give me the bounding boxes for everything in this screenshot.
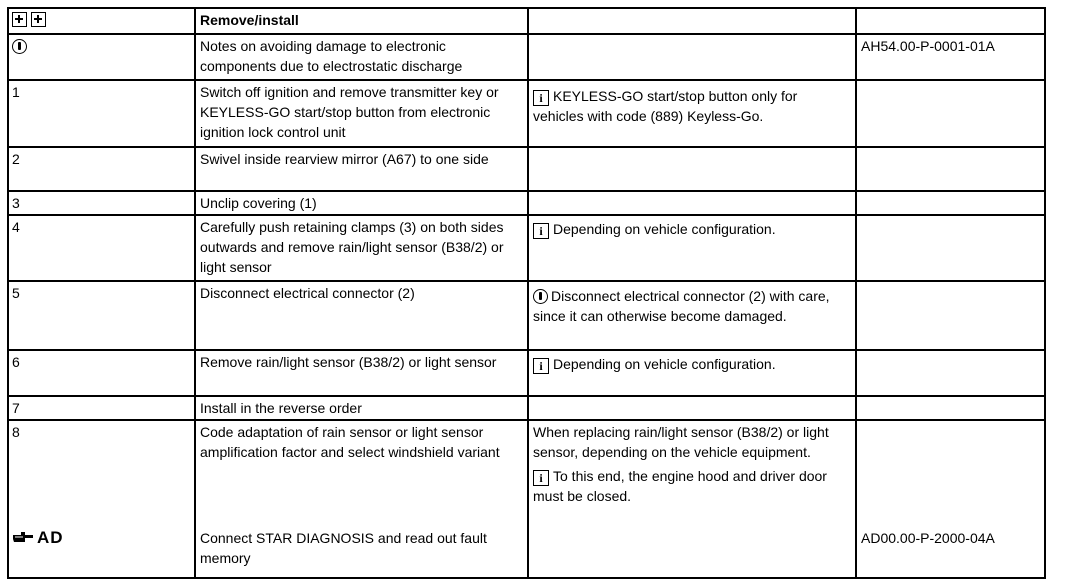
note-text: To this end, the engine hood and driver door must be closed.	[533, 468, 827, 504]
info-icon: i	[533, 470, 549, 486]
note-cell	[528, 420, 856, 578]
step-number: 1	[8, 80, 195, 147]
ref-cell	[856, 147, 1045, 191]
note-cell	[528, 34, 856, 80]
collapse-icon[interactable]	[31, 12, 46, 27]
warning-icon	[12, 39, 27, 54]
step-cell	[8, 34, 195, 80]
info-icon: i	[533, 90, 549, 106]
ad-diagnosis-logo[interactable]	[12, 528, 64, 548]
table-row	[8, 396, 1045, 420]
action-text: Code adaptation of rain sensor or light sensor amplification factor and select windshield variant	[200, 424, 500, 460]
note-cell	[528, 215, 856, 281]
action-cell: Swivel inside rearview mirror (A67) to one side	[195, 147, 528, 191]
step-number: 3	[8, 191, 195, 215]
action-cell	[195, 420, 528, 578]
ad-label: AD	[37, 528, 64, 547]
action-cell: Switch off ignition and remove transmitter key or KEYLESS-GO start/stop button from electronic ignition lock control unit	[195, 80, 528, 147]
action-cell: Unclip covering (1)	[195, 191, 528, 215]
action-cell: Remove rain/light sensor (B38/2) or light sensor	[195, 350, 528, 396]
note-text: Depending on vehicle configuration.	[553, 356, 776, 372]
action-cell: Carefully push retaining clamps (3) on both sides outwards and remove rain/light sensor (B38/2) or light sensor	[195, 215, 528, 281]
hand-pointer-icon	[12, 530, 34, 544]
step-cell	[8, 420, 195, 578]
step-number: 7	[8, 396, 195, 420]
step-number: 5	[8, 281, 195, 350]
ref-cell	[856, 350, 1045, 396]
procedure-table	[7, 7, 1046, 579]
step-number: 4	[8, 215, 195, 281]
table-row	[8, 350, 1045, 396]
ref-cell	[856, 215, 1045, 281]
table-row	[8, 191, 1045, 215]
note-cell	[528, 396, 856, 420]
ref-cell	[856, 191, 1045, 215]
ref-cell	[856, 281, 1045, 350]
reference-link[interactable]: AD00.00-P-2000-04A	[861, 530, 995, 546]
note-text: Disconnect electrical connector (2) with care, since it can otherwise become damaged.	[533, 288, 830, 324]
action-cell: Disconnect electrical connector (2)	[195, 281, 528, 350]
header-title: Remove/install	[195, 8, 528, 34]
header-icons-cell	[8, 8, 195, 34]
warning-icon	[533, 289, 548, 304]
ref-cell	[856, 80, 1045, 147]
note-cell	[528, 147, 856, 191]
note-cell	[528, 80, 856, 147]
note-text: When replacing rain/light sensor (B38/2) or light sensor, depending on the vehicle equipment.	[533, 424, 829, 460]
note-text: Depending on vehicle configuration.	[553, 221, 776, 237]
table-row	[8, 420, 1045, 578]
info-icon: i	[533, 223, 549, 239]
info-icon: i	[533, 358, 549, 374]
note-text: KEYLESS-GO start/stop button only for vehicles with code (889) Keyless-Go.	[533, 88, 798, 124]
expand-icon[interactable]	[12, 12, 27, 27]
header-ref-cell	[856, 8, 1045, 34]
header-note-cell	[528, 8, 856, 34]
step-number: 6	[8, 350, 195, 396]
note-text-2-wrap	[533, 466, 851, 506]
table-row	[8, 34, 1045, 80]
reference-link[interactable]: AH54.00-P-0001-01A	[856, 34, 1045, 80]
ref-cell	[856, 420, 1045, 578]
action-cell: Notes on avoiding damage to electronic components due to electrostatic discharge	[195, 34, 528, 80]
table-header-row	[8, 8, 1045, 34]
note-cell	[528, 350, 856, 396]
note-cell	[528, 281, 856, 350]
ref-cell	[856, 396, 1045, 420]
table-row	[8, 80, 1045, 147]
note-cell	[528, 191, 856, 215]
action-cell: Install in the reverse order	[195, 396, 528, 420]
step-number: 2	[8, 147, 195, 191]
step-number: 8	[12, 424, 20, 440]
table-row	[8, 215, 1045, 281]
table-row	[8, 147, 1045, 191]
sub-action-text: Connect STAR DIAGNOSIS and read out fault memory	[200, 530, 487, 566]
table-row	[8, 281, 1045, 350]
